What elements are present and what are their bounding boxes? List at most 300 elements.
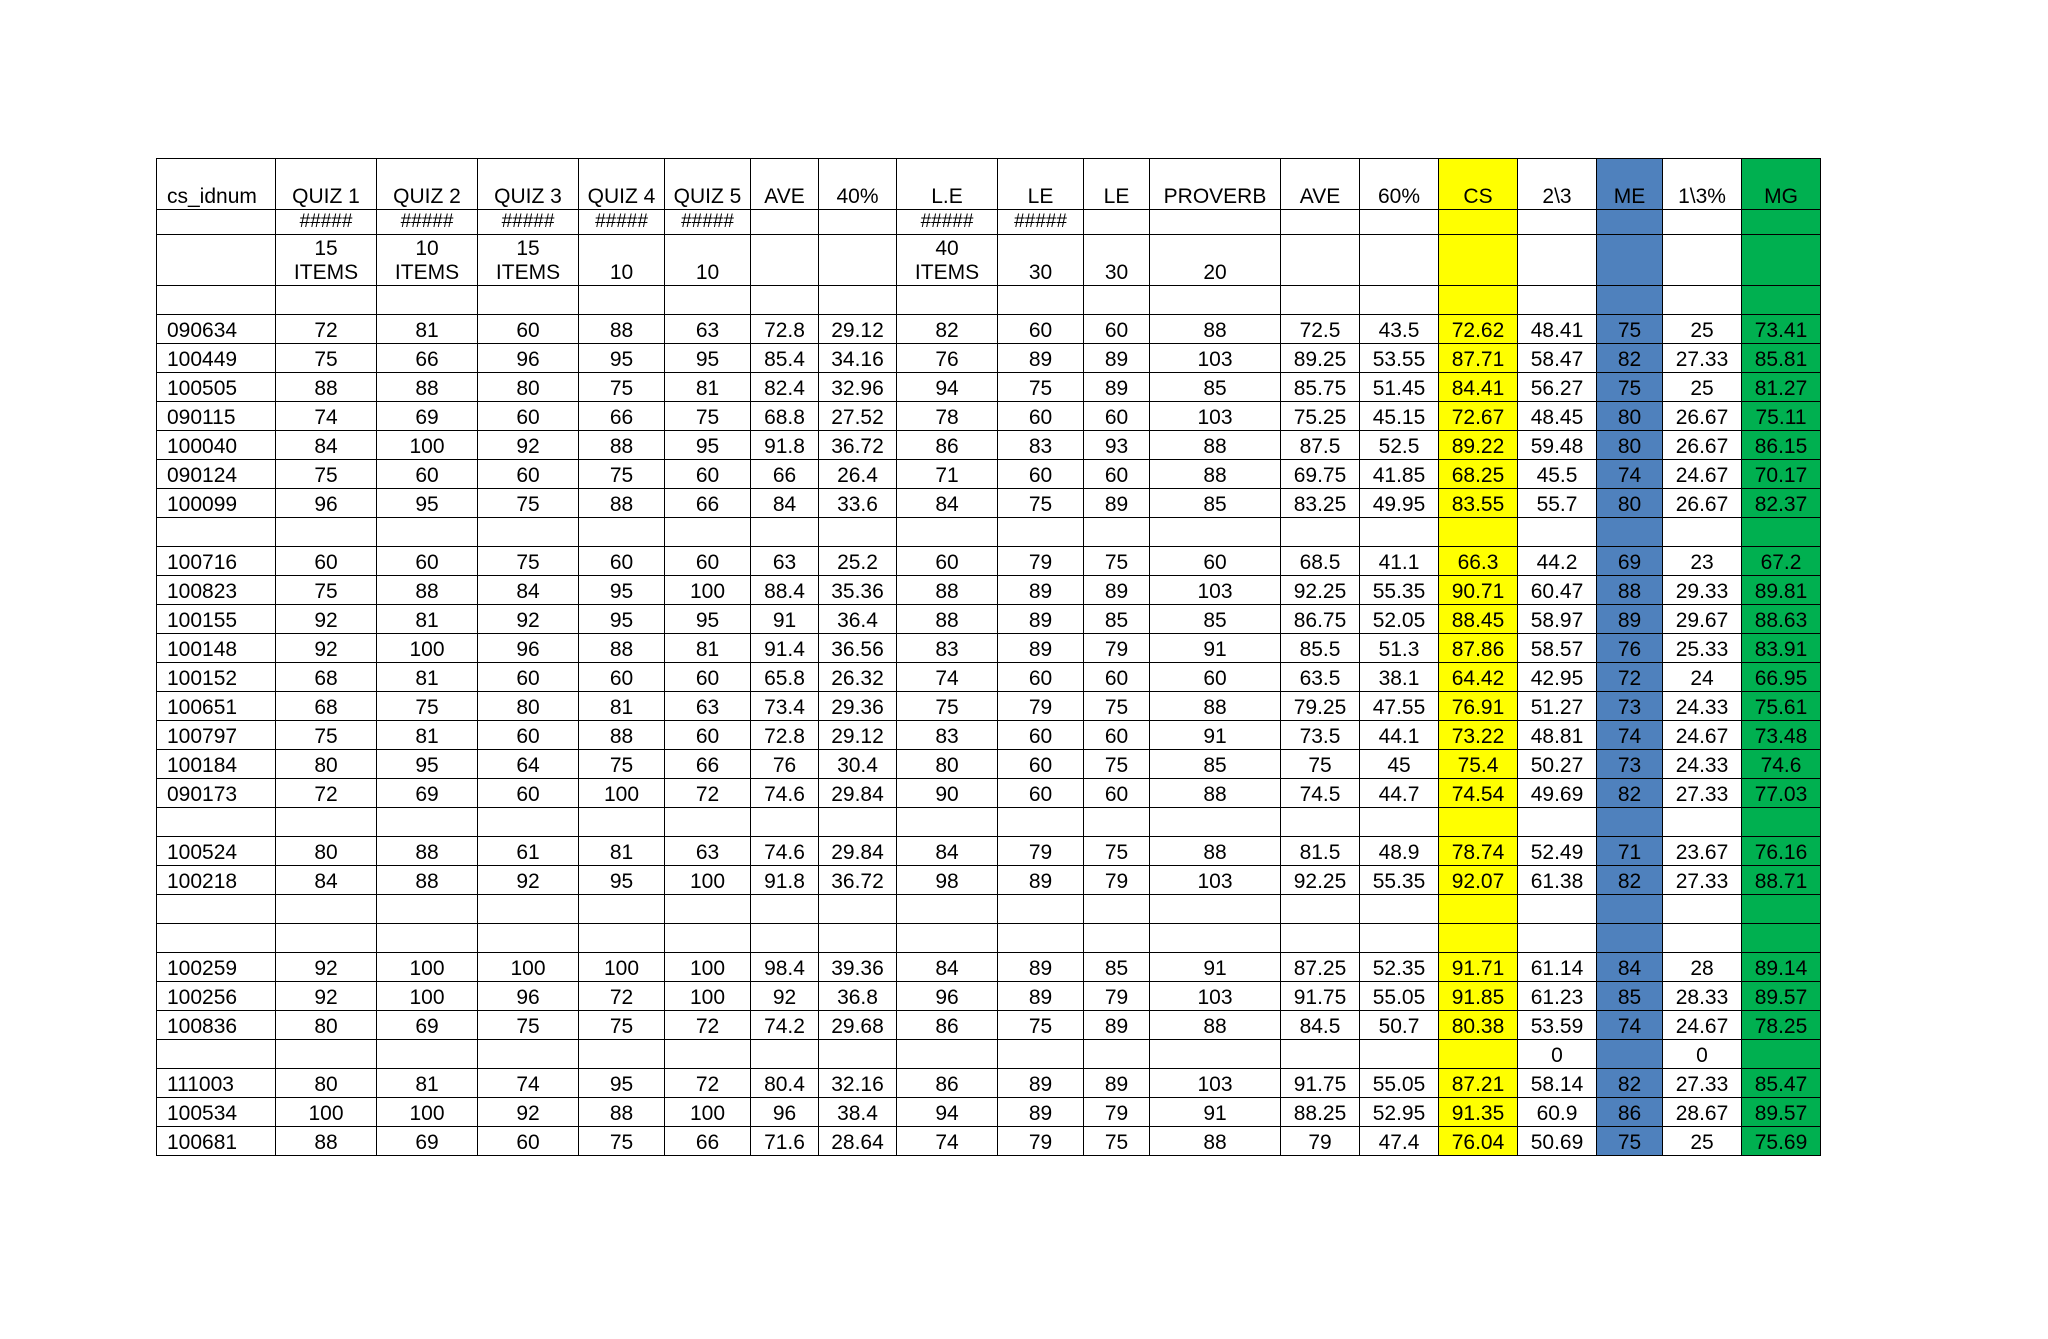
table-cell: 84 [276, 866, 377, 895]
table-cell: 49.69 [1518, 779, 1597, 808]
table-cell: 100 [377, 431, 478, 460]
table-cell: 100 [665, 576, 751, 605]
table-cell: 60 [276, 547, 377, 576]
table-cell: 89.81 [1742, 576, 1821, 605]
table-cell: 66 [579, 402, 665, 431]
table-cell: 87.5 [1281, 431, 1360, 460]
table-cell: 73.41 [1742, 315, 1821, 344]
table-cell: 64 [478, 750, 579, 779]
table-cell: 72.8 [751, 721, 819, 750]
table-cell: 25 [1663, 373, 1742, 402]
table-cell: 91.8 [751, 431, 819, 460]
table-cell: 60 [1150, 663, 1281, 692]
table-cell: 81 [665, 373, 751, 402]
table-cell [819, 235, 897, 286]
table-cell: 85 [1597, 982, 1663, 1011]
table-row [157, 489, 1821, 518]
table-cell: 66 [665, 750, 751, 779]
table-cell: 82 [1597, 1069, 1663, 1098]
table-cell: 48.9 [1360, 837, 1439, 866]
table-cell [1281, 518, 1360, 547]
table-cell: 63 [665, 837, 751, 866]
grades-table [156, 158, 1821, 1156]
table-cell: 88 [579, 634, 665, 663]
table-row [157, 460, 1821, 489]
table-cell [1439, 808, 1518, 837]
table-cell: 60 [478, 663, 579, 692]
table-cell [819, 286, 897, 315]
table-header-row [157, 159, 1821, 210]
table-cell: 29.84 [819, 779, 897, 808]
table-cell [897, 1040, 998, 1069]
table-row [157, 210, 1821, 235]
table-cell: 60 [897, 547, 998, 576]
table-row [157, 721, 1821, 750]
table-cell: 86 [897, 431, 998, 460]
table-cell: 2\3 [1518, 159, 1597, 210]
table-cell: 74 [1597, 1011, 1663, 1040]
table-cell [1518, 235, 1597, 286]
table-cell: 89.14 [1742, 953, 1821, 982]
table-cell [1439, 924, 1518, 953]
table-cell: 88 [897, 576, 998, 605]
table-cell: 100681 [157, 1127, 276, 1156]
table-cell: cs_idnum [157, 159, 276, 210]
table-cell: 74 [1597, 460, 1663, 489]
table-cell: 92 [478, 866, 579, 895]
table-cell [1360, 518, 1439, 547]
table-cell [819, 518, 897, 547]
table-cell [1281, 1040, 1360, 1069]
table-cell: 090173 [157, 779, 276, 808]
table-cell [1360, 808, 1439, 837]
table-cell: 103 [1150, 402, 1281, 431]
table-cell: 89 [998, 866, 1084, 895]
table-cell [579, 808, 665, 837]
table-cell: 91 [1150, 1098, 1281, 1127]
table-cell: 76.16 [1742, 837, 1821, 866]
table-cell: 52.35 [1360, 953, 1439, 982]
table-cell: 89 [998, 1069, 1084, 1098]
table-cell: 96 [276, 489, 377, 518]
table-cell: 72.62 [1439, 315, 1518, 344]
table-cell: 77.03 [1742, 779, 1821, 808]
table-cell [377, 518, 478, 547]
table-cell: 87.71 [1439, 344, 1518, 373]
table-cell [276, 895, 377, 924]
table-cell: 72 [579, 982, 665, 1011]
table-cell: 60.47 [1518, 576, 1597, 605]
table-cell: 60 [1084, 721, 1150, 750]
table-cell: 24.33 [1663, 692, 1742, 721]
table-cell: 95 [377, 750, 478, 779]
table-cell: 75 [1084, 547, 1150, 576]
table-cell: 29.12 [819, 721, 897, 750]
table-cell: 75 [276, 344, 377, 373]
table-cell: 72 [1597, 663, 1663, 692]
table-cell [478, 924, 579, 953]
table-cell: 84 [276, 431, 377, 460]
table-cell: 58.47 [1518, 344, 1597, 373]
table-cell: 40 ITEMS [897, 235, 998, 286]
table-cell [1439, 235, 1518, 286]
table-cell: 61 [478, 837, 579, 866]
table-cell: 75 [276, 576, 377, 605]
table-cell: 91.71 [1439, 953, 1518, 982]
table-cell: 88 [377, 373, 478, 402]
table-cell: 60 [998, 315, 1084, 344]
table-cell: 89 [1084, 1069, 1150, 1098]
table-cell: 74 [1597, 721, 1663, 750]
table-cell: 75 [276, 460, 377, 489]
table-cell: 85 [1150, 373, 1281, 402]
table-cell: 67.2 [1742, 547, 1821, 576]
table-cell: QUIZ 4 [579, 159, 665, 210]
table-cell [751, 286, 819, 315]
table-cell: 10 [579, 235, 665, 286]
table-cell: 56.27 [1518, 373, 1597, 402]
table-cell [665, 518, 751, 547]
table-cell: 75 [998, 1011, 1084, 1040]
table-cell: 60 [1084, 315, 1150, 344]
table-cell: 88 [377, 837, 478, 866]
table-cell [1518, 286, 1597, 315]
table-cell: 36.8 [819, 982, 897, 1011]
table-cell: 80 [1597, 402, 1663, 431]
table-cell: ##### [897, 210, 998, 235]
table-cell [1360, 1040, 1439, 1069]
table-cell: 66 [665, 1127, 751, 1156]
table-cell: 76 [897, 344, 998, 373]
table-cell: 89 [998, 605, 1084, 634]
table-cell [819, 895, 897, 924]
table-cell: 85.81 [1742, 344, 1821, 373]
table-cell: 98.4 [751, 953, 819, 982]
table-cell: 88 [1150, 779, 1281, 808]
table-cell [1084, 210, 1150, 235]
table-cell: 88 [1150, 837, 1281, 866]
table-cell: 24.67 [1663, 1011, 1742, 1040]
table-cell: 79 [1084, 866, 1150, 895]
table-cell: 74.2 [751, 1011, 819, 1040]
table-cell: 49.95 [1360, 489, 1439, 518]
table-cell: 100 [665, 866, 751, 895]
table-cell: 88 [897, 605, 998, 634]
table-cell: 95 [579, 1069, 665, 1098]
table-cell: 74.6 [1742, 750, 1821, 779]
table-cell: 66.95 [1742, 663, 1821, 692]
table-cell: LE [998, 159, 1084, 210]
table-cell [276, 518, 377, 547]
table-cell: 58.57 [1518, 634, 1597, 663]
table-cell: 66 [751, 460, 819, 489]
table-cell: 28.64 [819, 1127, 897, 1156]
table-cell [478, 1040, 579, 1069]
table-cell: 100 [276, 1098, 377, 1127]
table-cell [998, 286, 1084, 315]
table-cell: 50.27 [1518, 750, 1597, 779]
table-cell: 74 [276, 402, 377, 431]
table-cell: 75 [1597, 373, 1663, 402]
table-cell: 81 [665, 634, 751, 663]
table-cell [157, 518, 276, 547]
table-cell [1439, 210, 1518, 235]
table-cell [478, 518, 579, 547]
table-cell: 100 [377, 953, 478, 982]
table-cell: 43.5 [1360, 315, 1439, 344]
table-cell: 82 [1597, 779, 1663, 808]
table-cell: 94 [897, 1098, 998, 1127]
table-cell: 82.37 [1742, 489, 1821, 518]
table-cell [1663, 895, 1742, 924]
table-cell: 86 [1597, 1098, 1663, 1127]
table-cell [665, 924, 751, 953]
table-cell: 89 [998, 953, 1084, 982]
table-cell: 75 [478, 1011, 579, 1040]
table-cell: LE [1084, 159, 1150, 210]
table-cell [819, 1040, 897, 1069]
table-cell: 66.3 [1439, 547, 1518, 576]
table-cell: 100 [579, 779, 665, 808]
table-cell: 29.12 [819, 315, 897, 344]
table-cell: 27.33 [1663, 344, 1742, 373]
table-cell: AVE [751, 159, 819, 210]
table-cell: 100 [377, 982, 478, 1011]
table-cell [1281, 895, 1360, 924]
table-cell: 28.67 [1663, 1098, 1742, 1127]
table-cell: 27.52 [819, 402, 897, 431]
table-cell: 103 [1150, 344, 1281, 373]
table-cell: 47.55 [1360, 692, 1439, 721]
table-cell: 24.33 [1663, 750, 1742, 779]
table-cell [665, 808, 751, 837]
table-cell [1597, 895, 1663, 924]
table-cell: 92.25 [1281, 576, 1360, 605]
table-cell: 61.23 [1518, 982, 1597, 1011]
table-cell: 79 [998, 692, 1084, 721]
table-cell: 94 [897, 373, 998, 402]
table-cell [157, 1040, 276, 1069]
table-cell: 81.27 [1742, 373, 1821, 402]
table-cell [1360, 895, 1439, 924]
table-cell: 83.55 [1439, 489, 1518, 518]
table-cell: 74.6 [751, 779, 819, 808]
table-cell: 60 [1084, 402, 1150, 431]
table-cell [1742, 1040, 1821, 1069]
table-cell: 73.48 [1742, 721, 1821, 750]
table-cell: 26.67 [1663, 402, 1742, 431]
table-cell [1150, 286, 1281, 315]
table-cell: 100651 [157, 692, 276, 721]
table-cell: 72 [665, 1069, 751, 1098]
table-cell: MG [1742, 159, 1821, 210]
table-cell: 80 [276, 837, 377, 866]
table-cell [579, 286, 665, 315]
table-cell: 60 [478, 315, 579, 344]
table-cell [1084, 1040, 1150, 1069]
table-cell: 090634 [157, 315, 276, 344]
table-cell: 88 [1150, 1127, 1281, 1156]
table-cell: 0 [1663, 1040, 1742, 1069]
table-cell: 89.57 [1742, 982, 1821, 1011]
table-cell: 96 [478, 982, 579, 1011]
table-cell: 80.38 [1439, 1011, 1518, 1040]
table-cell [377, 895, 478, 924]
table-cell: 85 [1150, 605, 1281, 634]
table-row [157, 953, 1821, 982]
table-cell: 79 [998, 837, 1084, 866]
table-cell: 69 [377, 779, 478, 808]
table-cell: 85 [1084, 605, 1150, 634]
table-cell: 89 [1597, 605, 1663, 634]
table-cell: 86 [897, 1011, 998, 1040]
table-cell: 92 [276, 953, 377, 982]
table-cell: 100155 [157, 605, 276, 634]
table-cell: 89 [1084, 373, 1150, 402]
table-cell: 88 [377, 576, 478, 605]
table-cell: 89 [998, 634, 1084, 663]
table-cell: 29.84 [819, 837, 897, 866]
table-cell: 68 [276, 692, 377, 721]
table-cell: 25 [1663, 315, 1742, 344]
table-cell: 83.91 [1742, 634, 1821, 663]
table-cell [276, 1040, 377, 1069]
table-cell: 60 [478, 402, 579, 431]
table-cell: 91 [1150, 953, 1281, 982]
table-cell: 48.41 [1518, 315, 1597, 344]
table-row [157, 895, 1821, 924]
table-cell [157, 808, 276, 837]
table-cell: 72.8 [751, 315, 819, 344]
table-cell: 44.7 [1360, 779, 1439, 808]
table-cell: 89 [998, 576, 1084, 605]
table-cell: 60 [665, 663, 751, 692]
table-cell: 88 [276, 373, 377, 402]
table-row [157, 750, 1821, 779]
table-cell: 74.6 [751, 837, 819, 866]
table-cell: 24.67 [1663, 721, 1742, 750]
table-cell: 95 [377, 489, 478, 518]
table-cell [1439, 518, 1518, 547]
table-cell: 55.35 [1360, 866, 1439, 895]
table-cell: 92 [478, 1098, 579, 1127]
table-cell: 42.95 [1518, 663, 1597, 692]
table-cell: 60 [1084, 460, 1150, 489]
table-row [157, 235, 1821, 286]
table-cell: 71.6 [751, 1127, 819, 1156]
table-cell [1742, 210, 1821, 235]
table-cell [1518, 808, 1597, 837]
table-row [157, 344, 1821, 373]
table-cell: 60 [665, 547, 751, 576]
table-cell [998, 895, 1084, 924]
table-cell: 100259 [157, 953, 276, 982]
table-cell: 20 [1150, 235, 1281, 286]
table-cell: 24 [1663, 663, 1742, 692]
table-cell: QUIZ 5 [665, 159, 751, 210]
table-cell: 80 [1597, 431, 1663, 460]
table-cell: 60 [377, 460, 478, 489]
table-cell: 88 [276, 1127, 377, 1156]
table-cell [1663, 286, 1742, 315]
table-cell: 25 [1663, 1127, 1742, 1156]
table-cell: 88 [1150, 431, 1281, 460]
table-cell: 100099 [157, 489, 276, 518]
table-cell: 71 [897, 460, 998, 489]
table-cell: 79 [998, 547, 1084, 576]
table-cell: QUIZ 2 [377, 159, 478, 210]
table-cell [1281, 235, 1360, 286]
table-cell [1281, 210, 1360, 235]
table-cell: 100797 [157, 721, 276, 750]
table-cell: 100148 [157, 634, 276, 663]
table-cell: 91.75 [1281, 1069, 1360, 1098]
table-cell [1150, 210, 1281, 235]
table-cell: 51.45 [1360, 373, 1439, 402]
table-cell: 100716 [157, 547, 276, 576]
table-cell: 10 [665, 235, 751, 286]
table-row [157, 373, 1821, 402]
table-cell: 41.1 [1360, 547, 1439, 576]
table-cell: AVE [1281, 159, 1360, 210]
table-cell: 52.05 [1360, 605, 1439, 634]
table-cell: 100256 [157, 982, 276, 1011]
table-cell: 35.36 [819, 576, 897, 605]
table-cell: 88 [579, 431, 665, 460]
table-cell: 48.81 [1518, 721, 1597, 750]
table-cell: 75 [579, 1127, 665, 1156]
table-cell: 111003 [157, 1069, 276, 1098]
table-cell: 78 [897, 402, 998, 431]
table-cell: 88.45 [1439, 605, 1518, 634]
table-cell: 75 [579, 750, 665, 779]
table-cell: 89 [1084, 576, 1150, 605]
table-cell: 38.4 [819, 1098, 897, 1127]
table-cell: 80 [276, 1069, 377, 1098]
table-cell: 96 [897, 982, 998, 1011]
table-cell: 73.22 [1439, 721, 1518, 750]
table-cell [1597, 210, 1663, 235]
table-cell: 89.57 [1742, 1098, 1821, 1127]
table-cell: QUIZ 3 [478, 159, 579, 210]
table-cell: 73 [1597, 692, 1663, 721]
table-cell: 66 [377, 344, 478, 373]
table-cell: 75 [1281, 750, 1360, 779]
table-cell [1742, 895, 1821, 924]
table-cell: 84 [897, 489, 998, 518]
table-cell: 60 [377, 547, 478, 576]
table-cell: 39.36 [819, 953, 897, 982]
table-cell [1742, 518, 1821, 547]
table-cell: 79 [1084, 982, 1150, 1011]
table-cell [1663, 235, 1742, 286]
table-cell: 100449 [157, 344, 276, 373]
table-cell: 82 [1597, 866, 1663, 895]
table-cell: 86 [897, 1069, 998, 1098]
table-cell: 44.2 [1518, 547, 1597, 576]
table-cell [276, 286, 377, 315]
table-cell: 100823 [157, 576, 276, 605]
table-cell: 36.72 [819, 866, 897, 895]
table-cell [1663, 210, 1742, 235]
table-cell: 89 [998, 982, 1084, 1011]
table-cell: 92.07 [1439, 866, 1518, 895]
table-cell: 89 [1084, 344, 1150, 373]
table-cell: 60 [1084, 663, 1150, 692]
table-cell: 95 [665, 605, 751, 634]
table-cell: 36.4 [819, 605, 897, 634]
table-cell: 60 [478, 721, 579, 750]
